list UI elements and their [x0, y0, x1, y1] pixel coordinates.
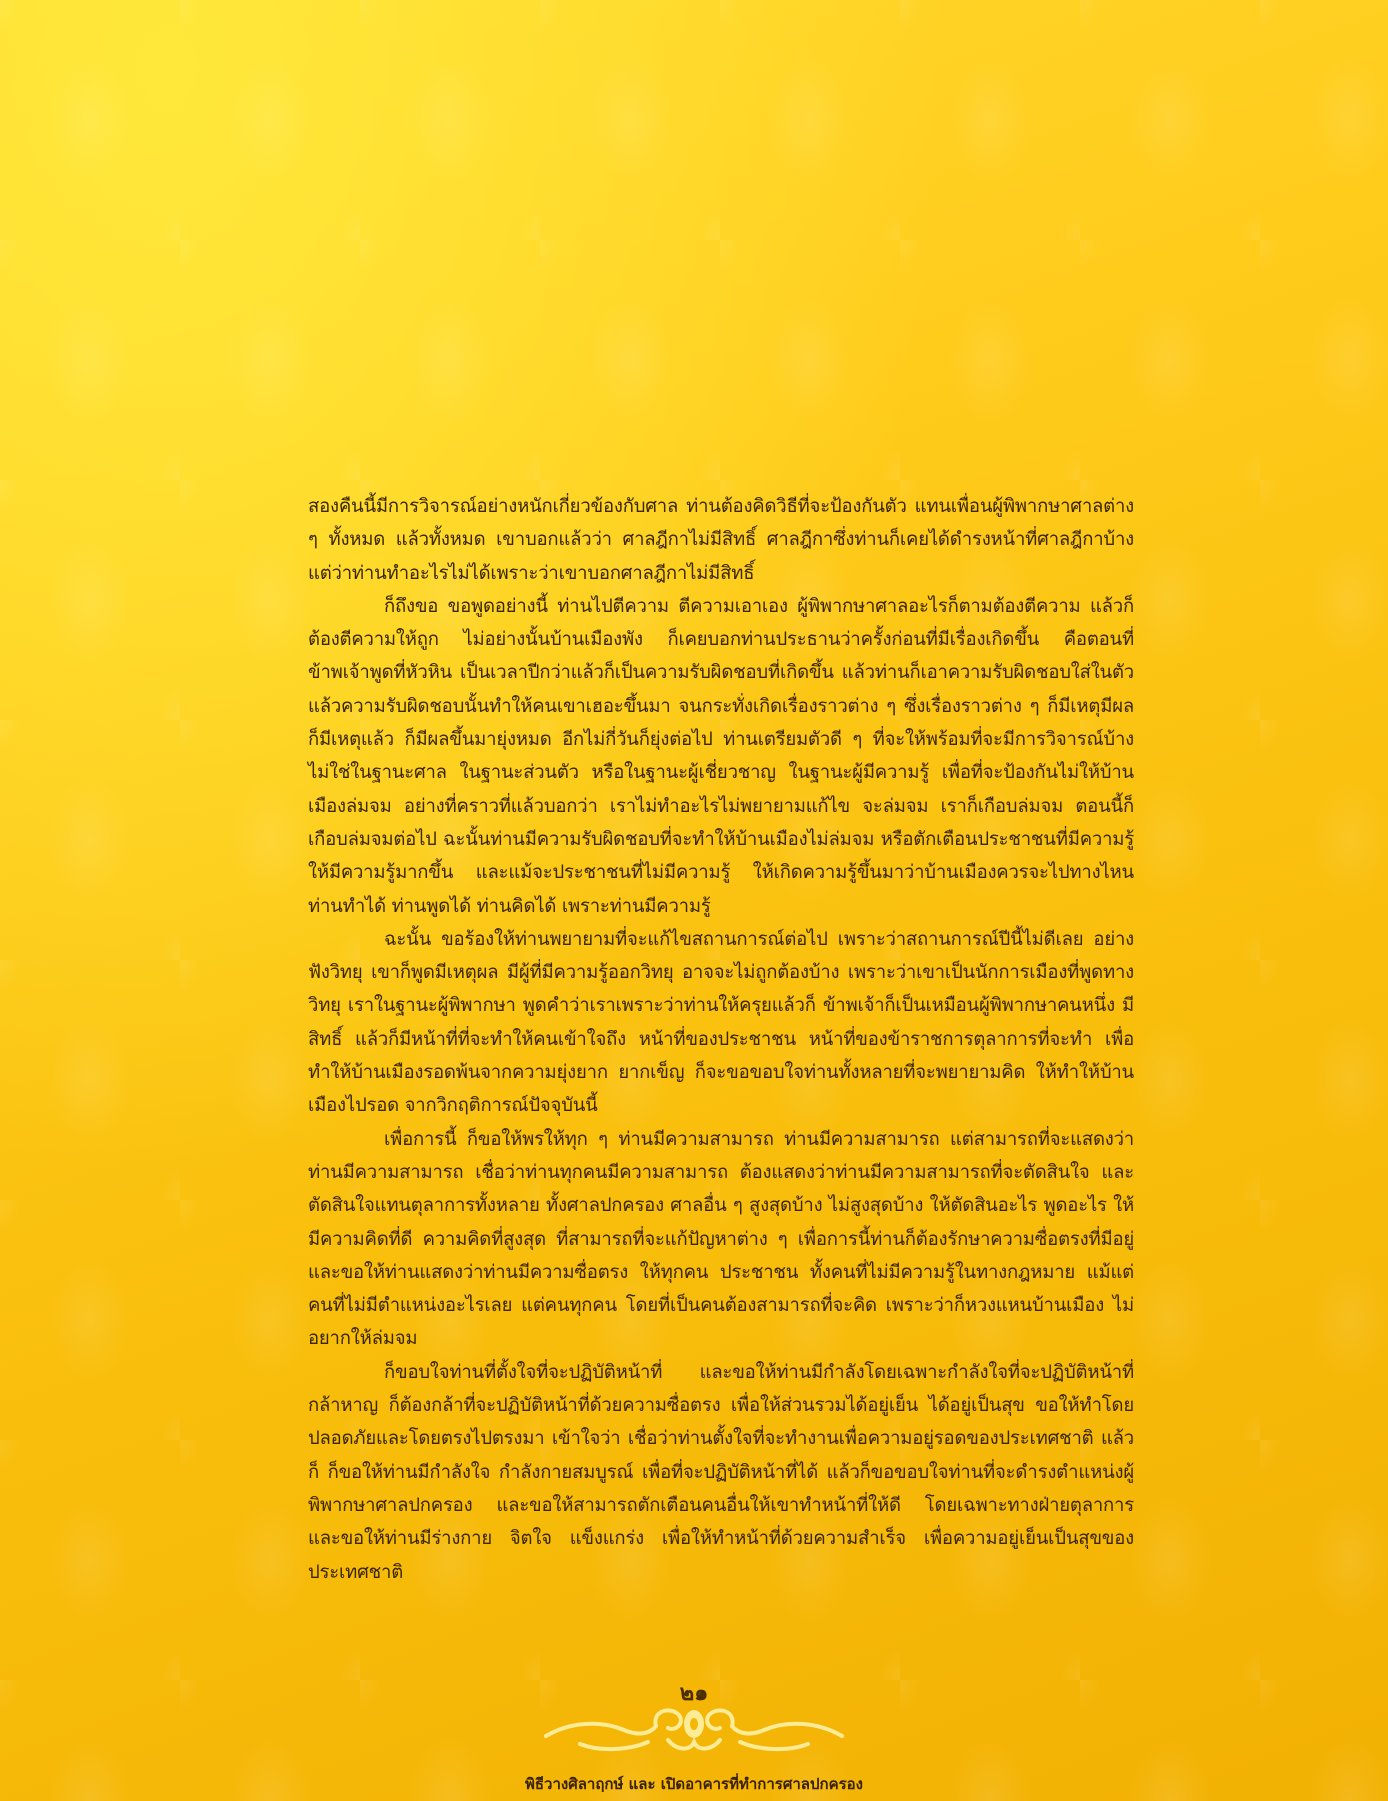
paragraph-4: เพื่อการนี้ ก็ขอให้พรให้ทุก ๆ ท่านมีความสามารถ ท่านมีความสามารถ แต่สามารถที่จะแสดงว่าท่านมีความสามารถ เชื่อว่าท่านทุกคนมีความสามารถ ต้องแสดงว่าท่านมีความสามารถที่จะตัดสินใจ และตัดสินใจแทนตุลาการทั้งหลาย ทั้งศาลปกครอง ศาลอื่น ๆ สูงสุดบ้าง ไม่สูงสุดบ้าง ให้ตัดสินอะไร พูดอะไร ให้มีความคิดที่ดี ความคิดที่สูงสุด ที่สามารถที่จะแก้ปัญหาต่าง ๆ เพื่อการนี้ท่านก็ต้องรักษาความซื่อตรงที่มีอยู่ และขอให้ท่านแสดงว่าท่านมีความซื่อตรง ให้ทุกคน ประชาชน ทั้งคนที่ไม่มีความรู้ในทางกฎหมาย แม้แต่คนที่ไม่มีตำแหน่งอะไรเลย แต่คนทุกคน โดยที่เป็นคนต้องสามารถที่จะคิด เพราะว่าก็หวงแหนบ้านเมือง ไม่อยากให้ล่มจม: [308, 1128, 1134, 1350]
paragraph-5: ก็ขอบใจท่านที่ตั้งใจที่จะปฏิบัติหน้าที่ และขอให้ท่านมีกำลังโดยเฉพาะกำลังใจที่จะปฏิบัติหน้าที่ กล้าหาญ ก็ต้องกล้าที่จะปฏิบัติหน้าที่ด้วยความซื่อตรง เพื่อให้ส่วนรวมได้อยู่เย็น ได้อยู่เป็นสุข ขอให้ทำโดยปลอดภัยและโดยตรงไปตรงมา เข้าใจว่า เชื่อว่าท่านตั้งใจที่จะทำงานเพื่อความอยู่รอดของประเทศชาติ แล้วก็ ก็ขอให้ท่านมีกำลังใจ กำลังกายสมบูรณ์ เพื่อที่จะปฏิบัติหน้าที่ได้ แล้วก็ขอขอบใจท่านที่จะดำรงตำแหน่งผู้พิพากษาศาลปกครอง และขอให้สามารถตักเตือนคนอื่นให้เขาทำหน้าที่ให้ดี โดยเฉพาะทางฝ่ายตุลาการ และขอให้ท่านมีร่างกาย จิตใจ แข็งแกร่ง เพื่อให้ทำหน้าที่ด้วยความสำเร็จ เพื่อความอยู่เย็นเป็นสุขของประเทศชาติ: [308, 1361, 1134, 1583]
page-number: ๒๑: [679, 1681, 709, 1706]
speech-text-body: [308, 490, 1134, 1589]
paragraph-3: ฉะนั้น ขอร้องให้ท่านพยายามที่จะแก้ไขสถานการณ์ต่อไป เพราะว่าสถานการณ์ปีนี้ไม่ดีเลย อย่างฟังวิทยุ เขาก็พูดมีเหตุผล มีผู้ที่มีความรู้ออกวิทยุ อาจจะไม่ถูกต้องบ้าง เพราะว่าเขาเป็นนักการเมืองที่พูดทางวิทยุ เราในฐานะผู้พิพากษา พูดคำว่าเราเพราะว่าท่านให้ครุยแล้วก็ ข้าพเจ้าก็เป็นเหมือนผู้พิพากษาคนหนึ่ง มีสิทธิ์ แล้วก็มีหน้าที่ที่จะทำให้คนเข้าใจถึง หน้าที่ของประชาชน หน้าที่ของข้าราชการตุลาการที่จะทำ เพื่อทำให้บ้านเมืองรอดพ้นจากความยุ่งยาก ยากเข็ญ ก็จะขอขอบใจท่านทั้งหลายที่จะพยายามคิด ให้ทำให้บ้านเมืองไปรอด จากวิกฤติการณ์ปัจจุบันนี้: [308, 928, 1134, 1117]
footer-caption: พิธีวางศิลาฤกษ์ และ เปิดอาคารที่ทำการศาลปกครอง: [524, 1775, 864, 1793]
paragraph-2: ก็ถึงขอ ขอพูดอย่างนี้ ท่านไปตีความ ตีความเอาเอง ผู้พิพากษาศาลอะไรก็ตามต้องตีความ แล้วก็ต้องตีความให้ถูก ไม่อย่างนั้นบ้านเมืองพัง ก็เคยบอกท่านประธานว่าครั้งก่อนที่มีเรื่องเกิดขึ้น คือตอนที่ข้าพเจ้าพูดที่หัวหิน เป็นเวลาปีกว่าแล้วก็เป็นความรับผิดชอบที่เกิดขึ้น แล้วท่านก็เอาความรับผิดชอบใส่ในตัว แล้วความรับผิดชอบนั้นทำให้คนเขาเฮอะขึ้นมา จนกระทั่งเกิดเรื่องราวต่าง ๆ ซึ่งเรื่องราวต่าง ๆ ก็มีเหตุมีผล ก็มีเหตุแล้ว ก็มีผลขึ้นมายุ่งหมด อีกไม่กี่วันก็ยุ่งต่อไป ท่านเตรียมตัวดี ๆ ที่จะให้พร้อมที่จะมีการวิจารณ์บ้าง ไม่ใช่ในฐานะศาล ในฐานะส่วนตัว หรือในฐานะผู้เชี่ยวชาญ ในฐานะผู้มีความรู้ เพื่อที่จะป้องกันไม่ให้บ้านเมืองล่มจม อย่างที่คราวที่แล้วบอกว่า เราไม่ทำอะไรไม่พยายามแก้ไข จะล่มจม เราก็เกือบล่มจม ตอนนี้ก็เกือบล่มจมต่อไป ฉะนั้นท่านมีความรับผิดชอบที่จะทำให้บ้านเมืองไม่ล่มจม หรือตักเตือนประชาชนที่มีความรู้ให้มีความรู้มากขึ้น และแม้จะประชาชนที่ไม่มีความรู้ ให้เกิดความรู้ขึ้นมาว่าบ้านเมืองควรจะไปทางไหน ท่านทำได้ ท่านพูดได้ ท่านคิดได้ เพราะท่านมีความรู้: [308, 595, 1134, 917]
thai-scroll-ornament-icon: [540, 1700, 848, 1758]
paragraph-1: สองคืนนี้มีการวิจารณ์อย่างหนักเกี่ยวข้องกับศาล ท่านต้องคิดวิธีที่จะป้องกันตัว แทนเพื่อนผู้พิพากษาศาลต่าง ๆ ทั้งหมด แล้วทั้งหมด เขาบอกแล้วว่า ศาลฎีกาไม่มีสิทธิ์ ศาลฎีกาซึ่งท่านก็เคยได้ดำรงหน้าที่ศาลฎีกาบ้าง แต่ว่าท่านทำอะไรไม่ได้เพราะว่าเขาบอกศาลฎีกาไม่มีสิทธิ์: [308, 496, 1134, 584]
